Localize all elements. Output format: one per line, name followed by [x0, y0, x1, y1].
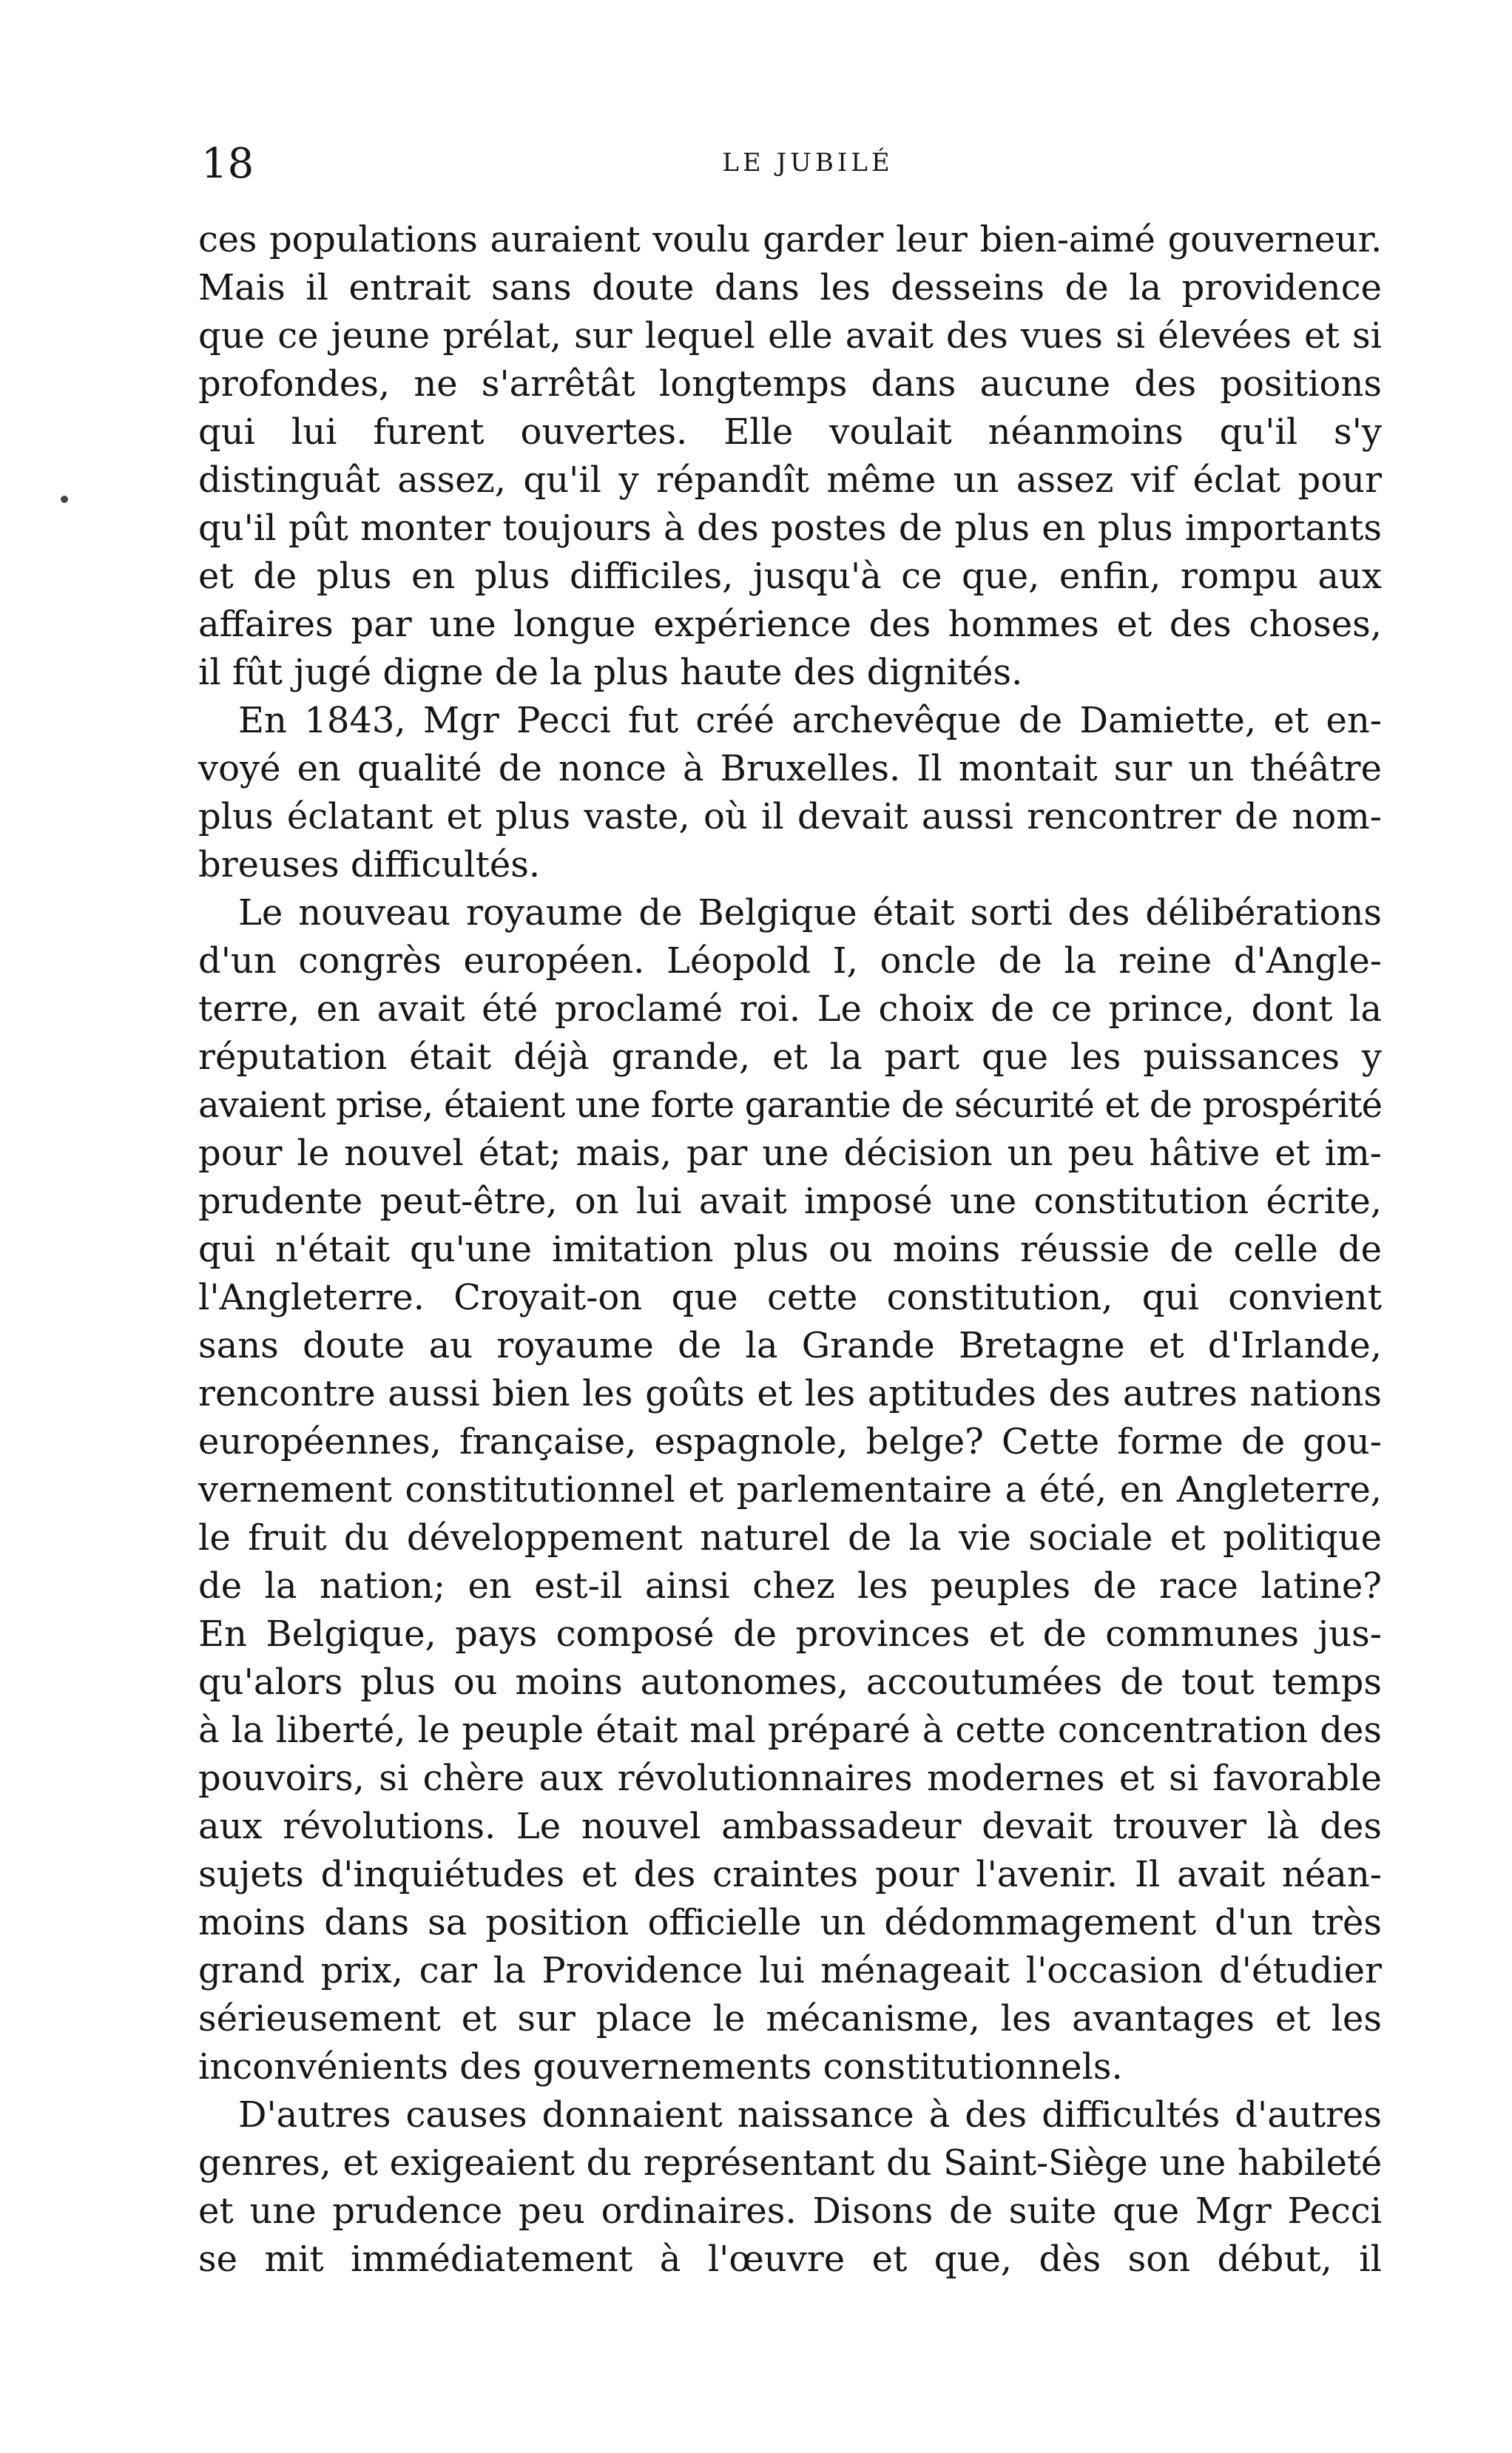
text-line: que ce jeune prélat, sur lequel elle avait des vues si élevées et si — [198, 315, 1382, 357]
text-line: européennes, française, espagnole, belge? Cette forme de gou- — [198, 1421, 1382, 1462]
text-line: qui n'était qu'une imitation plus ou moins réussie de celle de — [198, 1229, 1382, 1270]
text-line: profondes, ne s'arrêtât longtemps dans aucune des positions — [198, 363, 1382, 405]
text-line: grand prix, car la Providence lui ménageait l'occasion d'étudier — [198, 1950, 1382, 1991]
text-line: d'un congrès européen. Léopold I, oncle de la reine d'Angle- — [198, 940, 1382, 982]
text-line: vernement constitutionnel et parlementaire a été, en Angleterre, — [198, 1469, 1382, 1511]
text-line: se mit immédiatement à l'œuvre et que, dès son début, il — [198, 2238, 1382, 2280]
text-line: plus éclatant et plus vaste, où il devait aussi rencontrer de nom- — [198, 796, 1382, 837]
text-line: Le nouveau royaume de Belgique était sorti des délibérations — [238, 892, 1382, 934]
text-line: D'autres causes donnaient naissance à des difficultés d'autres — [238, 2094, 1382, 2136]
text-line: affaires par une longue expérience des hommes et des choses, — [198, 604, 1382, 645]
running-title: LE JUBILÉ — [722, 148, 894, 178]
text-line: qu'il pût monter toujours à des postes de plus en plus importants — [198, 507, 1382, 549]
text-line: de la nation; en est-il ainsi chez les peuples de race latine? — [198, 1565, 1382, 1607]
text-line: pour le nouvel état; mais, par une décision un peu hâtive et im- — [198, 1133, 1382, 1174]
text-line: réputation était déjà grande, et la part que les puissances y — [198, 1036, 1382, 1078]
text-line: rencontre aussi bien les goûts et les aptitudes des autres nations — [198, 1373, 1382, 1414]
text-line: distinguât assez, qu'il y répandît même un assez vif éclat pour — [198, 459, 1382, 501]
text-line: sérieusement et sur place le mécanisme, les avantages et les — [198, 1998, 1382, 2039]
text-line: à la liberté, le peuple était mal préparé à cette concentration des — [198, 1710, 1382, 1751]
text-line: ces populations auraient voulu garder leur bien-aimé gouverneur. — [198, 219, 1382, 260]
text-line: genres, et exigeaient du représentant du Saint-Siège une habileté — [198, 2142, 1382, 2184]
text-line: voyé en qualité de nonce à Bruxelles. Il montait sur un théâtre — [198, 748, 1382, 789]
text-line: En 1843, Mgr Pecci fut créé archevêque de Damiette, et en- — [238, 700, 1382, 741]
text-line: sans doute au royaume de la Grande Bretagne et d'Irlande, — [198, 1325, 1382, 1366]
page-number: 18 — [201, 140, 254, 188]
text-line: avaient prise, étaient une forte garantie de sécurité et de prospérité — [198, 1084, 1382, 1126]
text-line: l'Angleterre. Croyait-on que cette constitution, qui convient — [198, 1277, 1382, 1318]
body-text — [198, 216, 1382, 2284]
print-speck — [61, 496, 68, 503]
page-header — [201, 138, 1385, 197]
text-line: breuses difficultés. — [198, 844, 541, 885]
text-line: et de plus en plus difficiles, jusqu'à ce que, enfin, rompu aux — [198, 556, 1382, 597]
text-line: Mais il entrait sans doute dans les desseins de la providence — [198, 267, 1382, 308]
text-line: aux révolutions. Le nouvel ambassadeur devait trouver là des — [198, 1806, 1382, 1847]
text-line: inconvénients des gouvernements constitutionnels. — [198, 2046, 1123, 2088]
text-line: En Belgique, pays composé de provinces et de communes jus- — [198, 1613, 1382, 1655]
text-line: pouvoirs, si chère aux révolutionnaires modernes et si favorable — [198, 1758, 1382, 1799]
text-line: sujets d'inquiétudes et des craintes pour l'avenir. Il avait néan- — [198, 1854, 1382, 1895]
text-line: il fût jugé digne de la plus haute des dignités. — [198, 652, 1023, 693]
text-line: qu'alors plus ou moins autonomes, accoutumées de tout temps — [198, 1661, 1382, 1703]
text-line: terre, en avait été proclamé roi. Le choix de ce prince, dont la — [198, 988, 1382, 1030]
text-line: qui lui furent ouvertes. Elle voulait néanmoins qu'il s'y — [198, 411, 1382, 453]
text-line: le fruit du développement naturel de la vie sociale et politique — [198, 1517, 1382, 1559]
text-line: moins dans sa position officielle un dédommagement d'un très — [198, 1902, 1382, 1943]
text-line: prudente peut-être, on lui avait imposé une constitution écrite, — [198, 1181, 1382, 1222]
text-line: et une prudence peu ordinaires. Disons de suite que Mgr Pecci — [198, 2190, 1382, 2232]
